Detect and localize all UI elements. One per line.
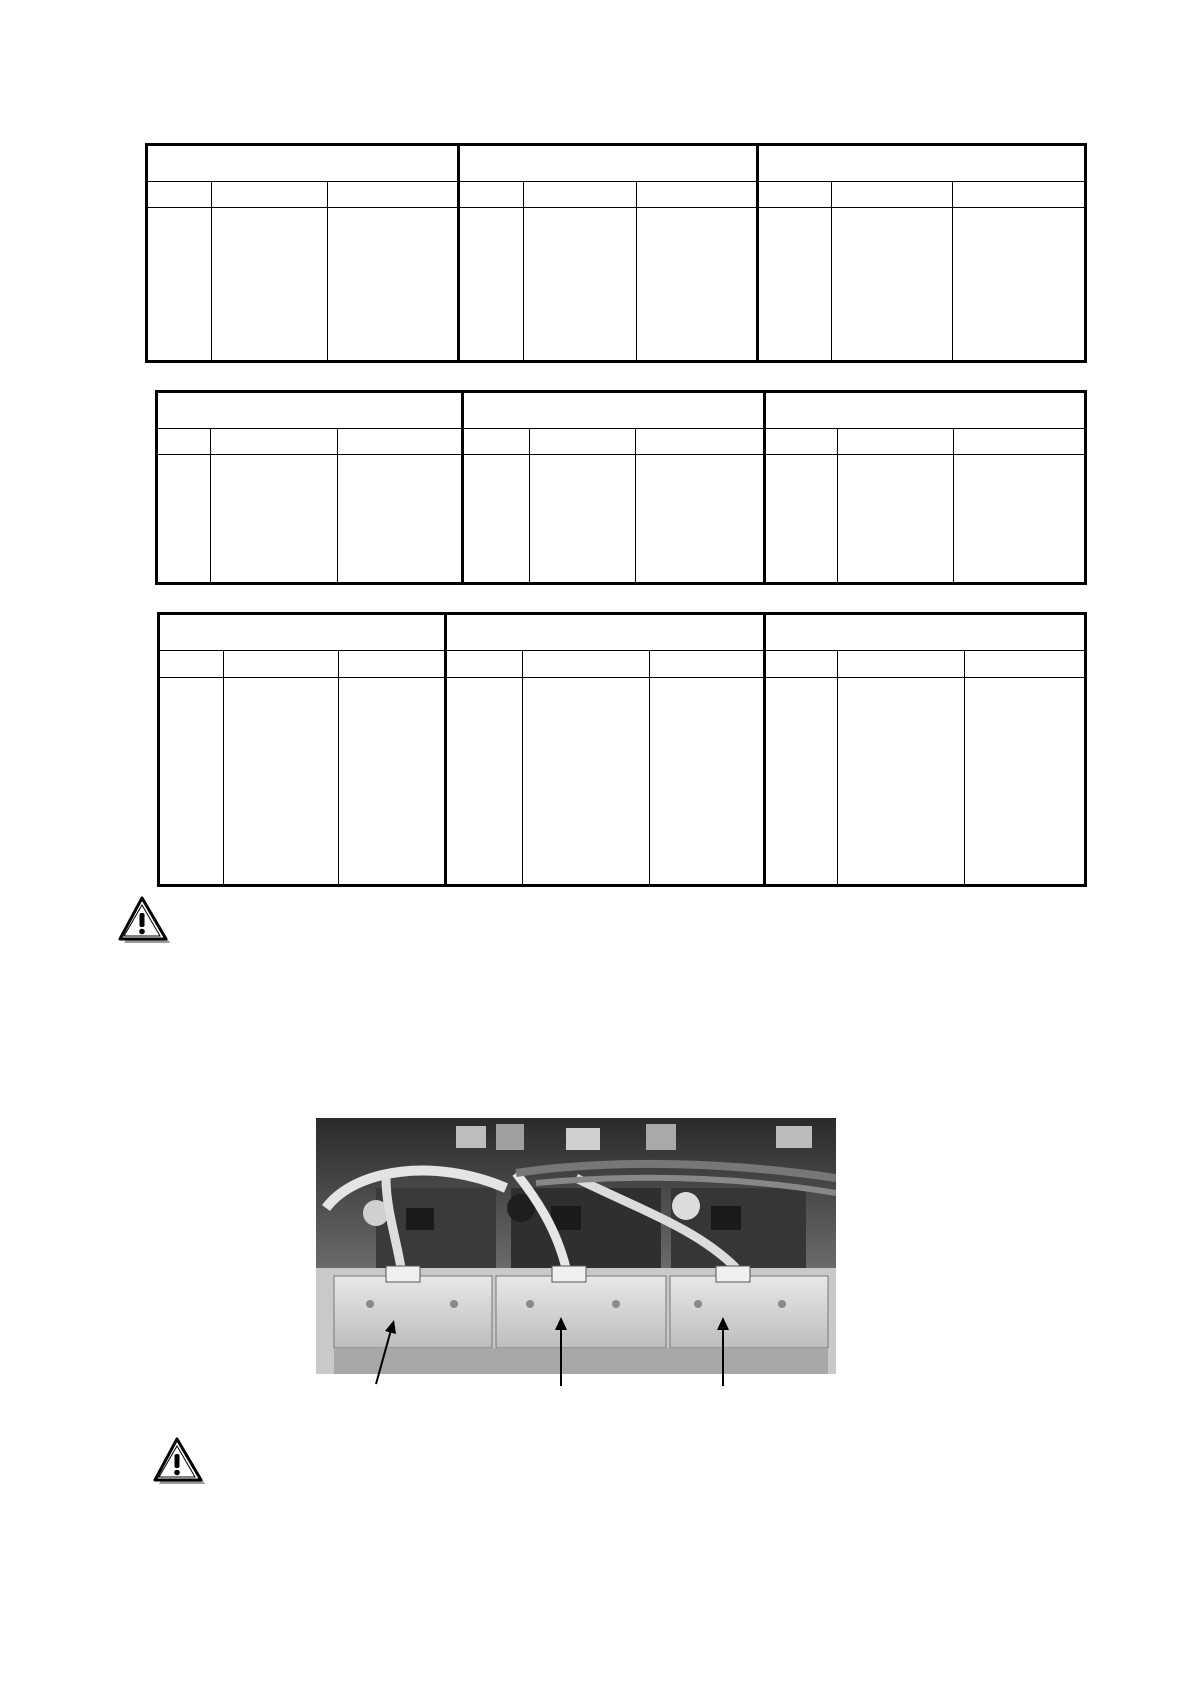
table-2-column-header-divider xyxy=(158,454,1084,455)
table-3-group-header-divider xyxy=(160,650,1084,651)
table-1-column-separator xyxy=(211,181,212,360)
table-3-column-separator xyxy=(223,650,224,884)
table-2-column-separator xyxy=(337,428,338,582)
table-2 xyxy=(155,390,1087,585)
table-1-column-separator xyxy=(523,181,524,360)
table-1-column-header-divider xyxy=(148,207,1084,208)
table-3-column-separator xyxy=(964,650,965,884)
arrow-icon xyxy=(370,1318,400,1386)
warning-triangle-icon xyxy=(117,896,173,946)
table-2-column-separator xyxy=(529,428,530,582)
table-1-column-separator xyxy=(636,181,637,360)
table-1-group-separator xyxy=(457,146,460,360)
table-2-column-separator xyxy=(210,428,211,582)
table-3-column-separator xyxy=(338,650,339,884)
table-3-column-separator xyxy=(837,650,838,884)
table-2-column-separator xyxy=(837,428,838,582)
table-1-column-separator xyxy=(831,181,832,360)
warning-triangle-icon xyxy=(152,1437,208,1487)
table-3-column-separator xyxy=(649,650,650,884)
table-1-group-separator xyxy=(756,146,759,360)
table-1-column-separator xyxy=(952,181,953,360)
table-3-group-separator xyxy=(444,615,447,884)
table-1 xyxy=(145,143,1087,363)
table-3-group-separator xyxy=(763,615,766,884)
table-1-column-separator xyxy=(327,181,328,360)
table-1-group-header-divider xyxy=(148,181,1084,182)
arrow-icon xyxy=(713,1316,733,1386)
table-2-column-separator xyxy=(635,428,636,582)
table-2-group-separator xyxy=(763,393,766,582)
table-3 xyxy=(157,612,1087,887)
table-2-column-separator xyxy=(953,428,954,582)
table-3-column-separator xyxy=(522,650,523,884)
table-2-group-header-divider xyxy=(158,428,1084,429)
table-2-group-separator xyxy=(461,393,464,582)
table-3-column-header-divider xyxy=(160,677,1084,678)
arrow-icon xyxy=(551,1316,571,1386)
